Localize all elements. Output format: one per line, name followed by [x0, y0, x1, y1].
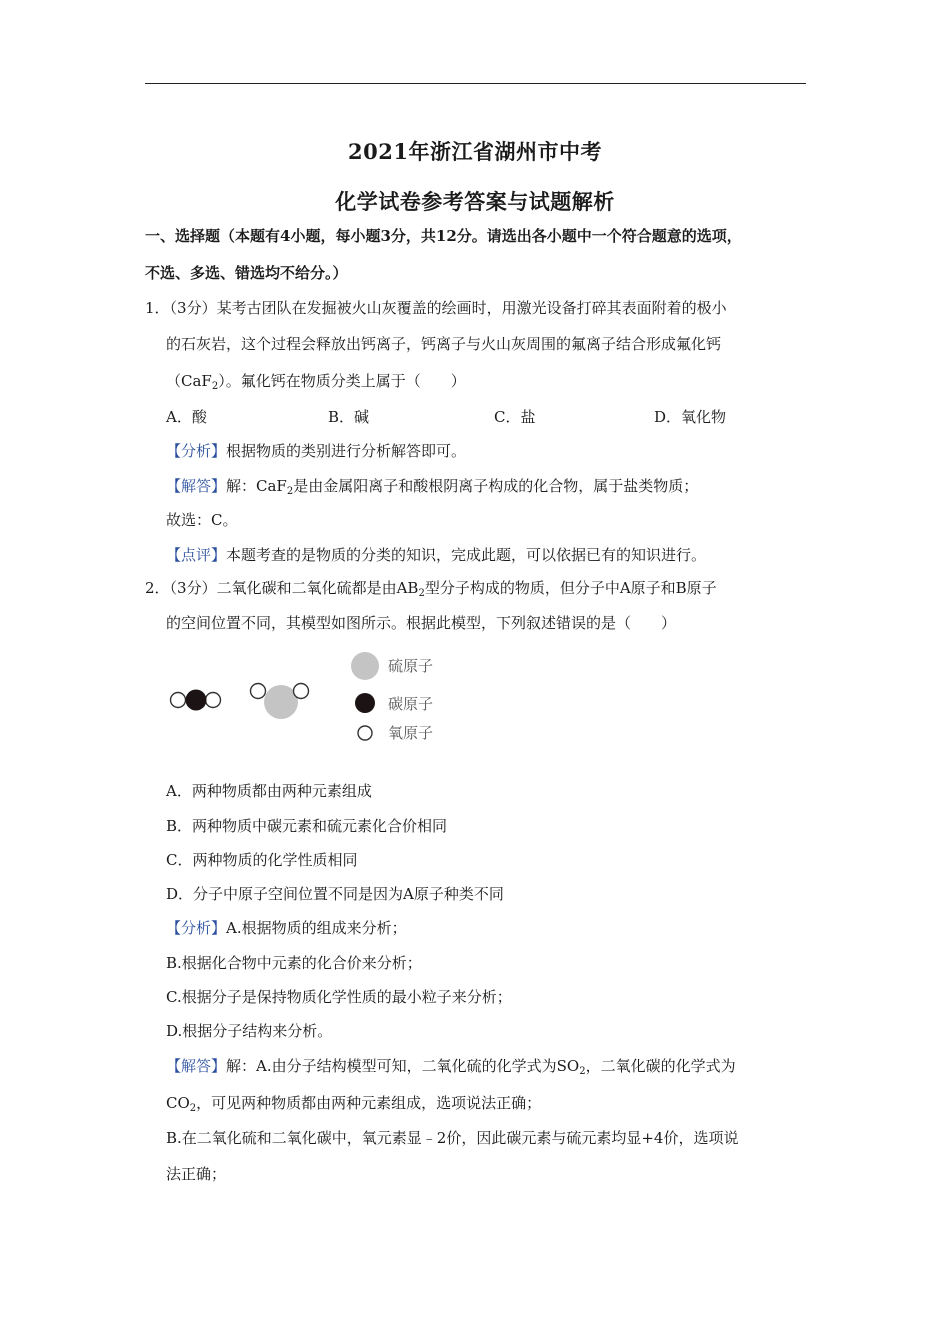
- oxygen-atom-icon: [251, 684, 266, 699]
- q2-option-b: B．两种物质中碳元素和硫元素化合价相同: [166, 817, 448, 835]
- q1-stem-line3: （CaF$_2$）。氟化钙在物质分类上属于（ ）: [166, 372, 466, 392]
- q1-option-a: A．酸: [166, 408, 207, 426]
- q2-option-a: A．两种物质都由两种元素组成: [166, 782, 372, 800]
- q1-option-d: D．氧化物: [654, 408, 727, 426]
- q1-answer: 【解答】解：CaF$_2$是由金属阳离子和酸根阴离子构成的化合物，属于盐类物质；: [166, 477, 699, 497]
- q1-option-b: B．碱: [328, 408, 370, 426]
- co2-molecule-model: [171, 690, 221, 711]
- legend-carbon-label: 碳原子: [388, 695, 434, 713]
- q1-choice: 故选：C。: [166, 511, 238, 529]
- q2-answer-line1: 【解答】解：A.由分子结构模型可知，二氧化硫的化学式为$SO_2$，二氧化碳的化学式为: [166, 1057, 736, 1077]
- q2-answer-line3: B.在二氧化硫和二氧化碳中，氧元素显﹣2价，因此碳元素与硫元素均显+4价，选项说: [166, 1129, 739, 1147]
- page-subtitle: 化学试卷参考答案与试题解析: [335, 189, 615, 214]
- oxygen-atom-icon: [171, 693, 186, 708]
- q2-analysis-line4: D.根据分子结构来分析。: [166, 1022, 333, 1040]
- answer-tag: 【解答】: [166, 1057, 227, 1075]
- legend-oxygen-icon: [358, 726, 372, 740]
- carbon-atom-icon: [186, 690, 207, 711]
- analysis-tag: 【分析】: [166, 442, 227, 460]
- legend-sulfur-label: 硫原子: [388, 657, 434, 675]
- q1-analysis: 【分析】根据物质的类别进行分析解答即可。: [166, 442, 467, 460]
- q2-analysis-line3: C.根据分子是保持物质化学性质的最小粒子来分析；: [166, 988, 512, 1006]
- section-heading-line2: 不选、多选、错选均不给分。）: [145, 264, 348, 282]
- q2-option-d: D．分子中原子空间位置不同是因为A原子种类不同: [166, 885, 504, 903]
- q1-option-c: C．盐: [494, 408, 536, 426]
- q1-comment: 【点评】本题考查的是物质的分类的知识，完成此题，可以依据已有的知识进行。: [166, 546, 707, 564]
- legend-oxygen-label: 氧原子: [388, 724, 434, 742]
- answer-tag: 【解答】: [166, 477, 227, 495]
- q1-stem-line2: 的石灰岩，这个过程会释放出钙离子，钙离子与火山灰周围的氟离子结合形成氟化钙: [166, 335, 722, 353]
- top-rule: [145, 83, 806, 84]
- legend-carbon-icon: [355, 693, 375, 713]
- q1-stem-line1: 1．（3分）某考古团队在发掘被火山灰覆盖的绘画时，用激光设备打碎其表面附着的极小: [145, 299, 727, 317]
- q2-analysis-line2: B.根据化合物中元素的化合价来分析；: [166, 954, 422, 972]
- so2-molecule-model: [251, 684, 309, 720]
- q2-option-c: C．两种物质的化学性质相同: [166, 851, 358, 869]
- q2-answer-line4: 法正确；: [166, 1165, 227, 1183]
- section-heading-line1: 一、选择题（本题有4小题，每小题3分，共12分。请选出各小题中一个符合题意的选项，: [145, 227, 742, 245]
- comment-tag: 【点评】: [166, 546, 227, 564]
- q2-answer-line2: $CO_2$，可见两种物质都由两种元素组成，选项说法正确；: [166, 1094, 542, 1114]
- legend-sulfur-icon: [351, 652, 379, 680]
- q2-stem-line2: 的空间位置不同，其模型如图所示。根据此模型，下列叙述错误的是（ ）: [166, 614, 677, 632]
- page-title: 2021年浙江省湖州市中考: [348, 139, 602, 164]
- oxygen-atom-icon: [206, 693, 221, 708]
- analysis-tag: 【分析】: [166, 919, 227, 937]
- q2-stem-line1: 2．（3分）二氧化碳和二氧化硫都是由$AB_2$型分子构成的物质，但分子中A原子和B原子: [145, 579, 717, 599]
- oxygen-atom-icon: [294, 684, 309, 699]
- q2-analysis: 【分析】A.根据物质的组成来分析；: [166, 919, 407, 937]
